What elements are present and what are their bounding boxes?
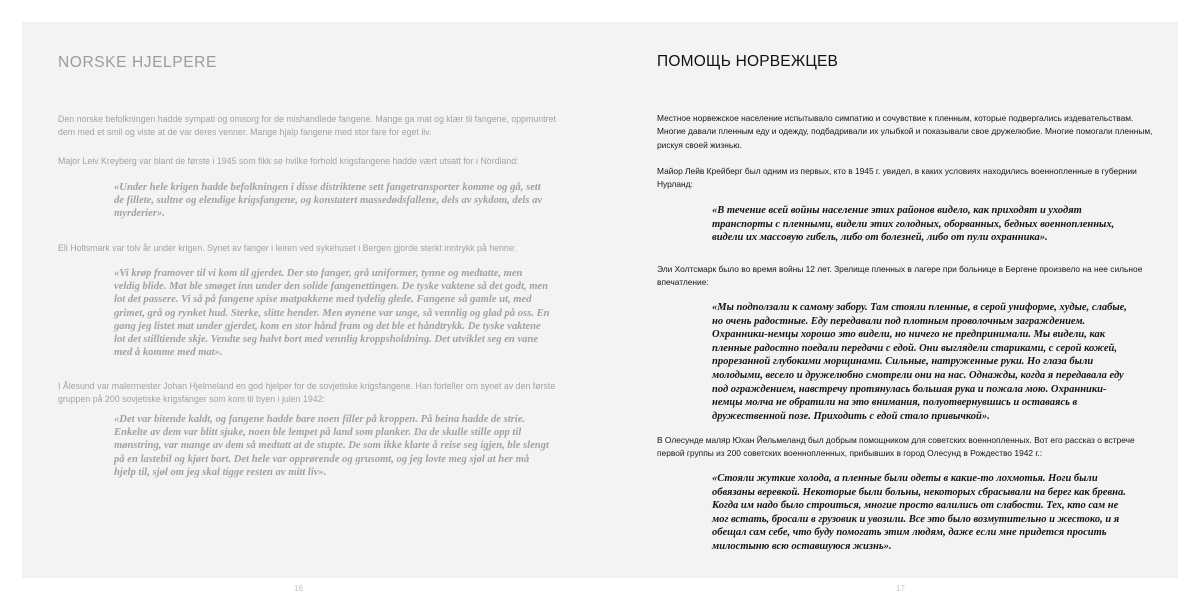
holtsmark-intro: Эли Холтсмарк было во время войны 12 лет. Зрелище пленных в лагере при больнице в Бергене произвело на нее сильное впечатление: <box>657 264 1143 288</box>
holtsmark-quote: «Мы подползали к самому забору. Там стояли пленные, в серой униформе, худые, слабые, но очень радостные. Еду передавали под плотным проволочным заграждением. Охранники-немцы хорошо это видели, но ничего не предпринимали. Мы видели, как пленные радостно поедали передачи с едой. Они выглядели стариками, с серой кожей, прорезанной глубокими морщинами. Сильные, натруженные руки. Но глаза были молодыми, весело и дружелюбно смотрели они на нас. Однажды, когда я передавала еду под ограждением, навстречу протянулась большая рука и пожала мою. Охранники-немцы молча не обратили на это внимания, полуотвернувшись и оставаясь в дружественной позе. Приходить с едой стало привычкой». <box>712 302 1127 422</box>
hjelmeland-quote: «Стояли жуткие холода, а пленные были одеты в какие-то лохмотья. Ноги были обвязаны веревкой. Некоторые были больны, некоторых сбрасывали на берег как бревна. Когда им надо было строиться, многие просто валились от слабости. Тех, кто сам не мог встать, бросали в грузовик и увозили. Все это было возмутительно и жестоко, и я обещал сам себе, что буду помогать этим людям, даже если мне придется просить милостыню всю оставшуюся жизнь». <box>712 473 1126 552</box>
page-title: NORSKE HJELPERE <box>58 54 217 71</box>
hjelmeland-quote: «Det var bitende kaldt, og fangene hadde bare noen filler på kroppen. På beina hadde de strie. Enkelte av dem var blitt sjuke, noen ble lempet på land som planker. Da de skulle stille opp til mønstring, var mange av dem så medtatt at de stupte. De som ikke klarte å reise seg igjen, ble slengt på en lastebil og kjørt bort. Det hele var opprørende og grusomt, og jeg lovte meg sjøl at her må hjelp til, sjøl om jeg skal tigge resten av mitt liv». <box>114 414 549 478</box>
kreyberg-intro: Major Leiv Kreyberg var blant de første i 1945 som fikk se hvilke forhold krigsfangene hadde vært utsatt for i Nordland: <box>58 156 519 166</box>
hjelmeland-intro: В Олесунде маляр Юхан Йельмеланд был добрым помощником для советских военнопленных. Вот его рассказ о встрече первой группы из 200 советских военнопленных, прибывших в город Олесунд в Рождество 1942 г.: <box>657 435 1135 459</box>
kreyberg-quote: «Under hele krigen hadde befolkningen i disse distriktene sett fangetransporter komme og gå, sett de fillete, sultne og elendige krigsfangene, og konstatert massedødsfallene, dels av sykdom, dels av myrderier». <box>114 182 543 220</box>
page-number: 17 <box>896 584 905 593</box>
holtsmark-intro: Eli Holtsmark var tolv år under krigen. Synet av fanger i leiren ved sykehuset i Bergen gjorde sterkt inntrykk på henne: <box>58 243 517 253</box>
page-title: ПОМОЩЬ НОРВЕЖЦЕВ <box>657 53 839 70</box>
book-spread <box>22 22 1178 593</box>
holtsmark-quote: «Vi krøp framover til vi kom til gjerdet. Der sto fanger, grå uniformer, tynne og medtatte, men veldig blide. Mat ble smøget inn under den solide fangenettingen. De tyske vaktene så det godt, men lot det passere. Vi så på fangene spise matpakkene med tydelig glede. Fangene så gamle ut, med grimet, grå og rynket hud. Sterke, slitte hender. Men øynene var unge, så vennlig og glad på oss. En gang jeg listet mat under gjerdet, kom en stor hånd fram og det ble et håndtrykk. De tyske vaktene lot det stilltiende skje. Vendte seg halvt bort med vennlig kroppsholdning. Det utviklet seg en vane med å komme med mat». <box>114 268 550 359</box>
intro-paragraph: Местное норвежское население испытывало симпатию и сочувствие к пленным, которые подвергались издевательствам. Многие давали пленным еду и одежду, подбадривали их улыбкой и показывали свое дружелюбие. Многие помогали пленным, рискуя своей жизнью. <box>657 113 1153 150</box>
left-page <box>22 22 600 593</box>
intro-paragraph: Den norske befolkningen hadde sympati og omsorg for de mishandlede fangene. Mange ga mat og klær til fangene, oppmuntret dem med et smil og viste at de var deres venner. Mange hjalp fangene med stor fare for eget liv. <box>58 114 556 138</box>
kreyberg-quote: «В течение всей войны население этих районов видело, как приходят и уходят транспорты с пленными, видели этих голодных, оборванных, бедных военнопленных, видели их массовую гибель, либо от болезней, либо от пули охранника». <box>712 205 1115 244</box>
hjelmeland-intro: I Ålesund var malermester Johan Hjelmeland en god hjelper for de sovjetiske krigsfangene. Han forteller om synet av den første gruppen på 200 sovjetiske krigsfanger som kom til byen i julen 1942: <box>58 381 556 405</box>
kreyberg-intro: Майор Лейв Крейберг был одним из первых, кто в 1945 г. увидел, в каких условиях находились военнопленные в губернии Нурланд: <box>657 166 1137 190</box>
right-page <box>600 22 1178 593</box>
page-number: 16 <box>294 584 303 593</box>
